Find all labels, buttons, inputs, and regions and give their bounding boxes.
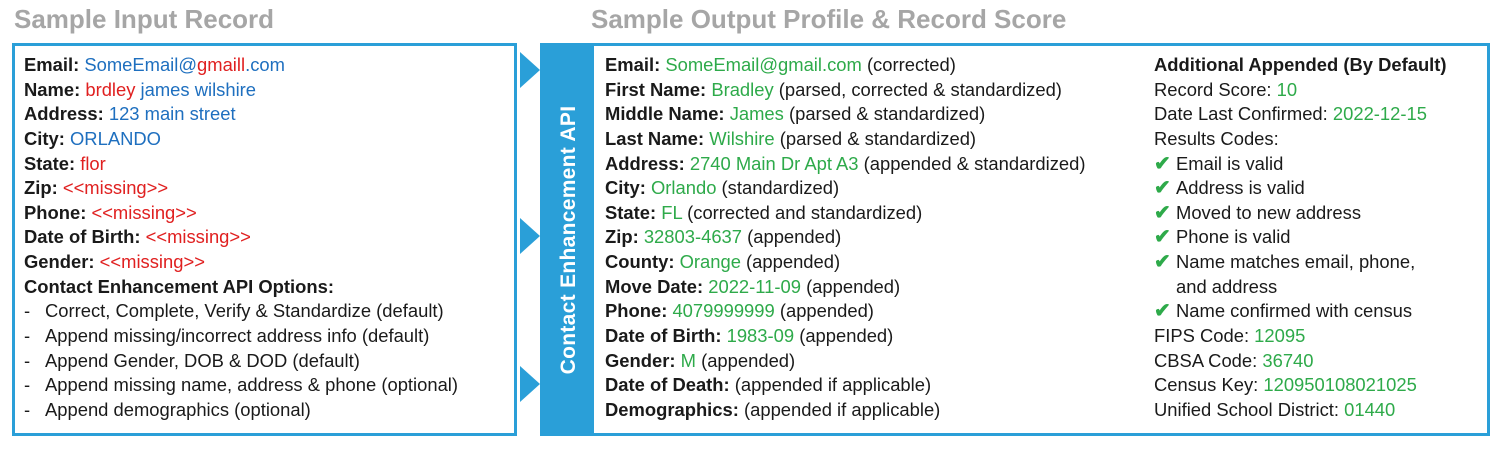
checkmark-icon: ✔ (1154, 152, 1171, 175)
checkmark-icon: ✔ (1154, 201, 1171, 224)
output-label: Move Date: (605, 275, 704, 297)
output-value: 2740 Main Dr Apt A3 (689, 152, 859, 174)
output-value: Orange (679, 251, 741, 273)
output-value: 1983-09 (726, 325, 795, 347)
api-option-label: Append demographics (optional) (45, 398, 311, 420)
input-gender-value: <<missing>> (99, 251, 205, 273)
output-row (605, 275, 1086, 300)
output-label: Gender: (605, 349, 676, 371)
result-code-item (1154, 225, 1447, 250)
results-codes-label: Results Codes: (1154, 127, 1279, 149)
output-row (605, 373, 1086, 398)
input-address-value: 123 main street (108, 103, 236, 125)
output-note: (parsed, corrected & standardized) (773, 78, 1062, 100)
output-note: (appended if applicable) (738, 398, 941, 420)
output-label: Zip: (605, 226, 639, 248)
output-note: (parsed & standardized) (783, 103, 986, 125)
result-code-text: Moved to new address (1176, 201, 1362, 223)
result-code-continuation (1154, 275, 1447, 300)
flow-arrow-middle (520, 218, 540, 254)
output-note: (appended) (742, 226, 842, 248)
api-option-item: - Append missing/incorrect address info (default) (24, 325, 430, 347)
checkmark-icon: ✔ (1154, 300, 1171, 323)
input-zip-label: Zip: (24, 177, 58, 199)
result-code-text: Email is valid (1176, 152, 1284, 174)
output-row (605, 102, 1086, 127)
result-code-item (1154, 201, 1447, 226)
output-label: Last Name: (605, 127, 705, 149)
output-note: (appended) (740, 251, 841, 273)
input-email-value-end: .com (245, 54, 285, 75)
record-score-row (1154, 78, 1447, 103)
api-option-label: Append missing/incorrect address info (default) (45, 325, 430, 347)
output-label: Date of Birth: (605, 325, 722, 347)
output-note: (corrected) (861, 54, 956, 75)
checkmark-icon: ✔ (1154, 251, 1171, 274)
output-note: (appended if applicable) (729, 374, 932, 396)
additional-appended-title: Additional Appended (By Default) (1154, 54, 1447, 75)
output-label: Address: (605, 152, 685, 174)
fips-code-row (1154, 324, 1447, 349)
result-code-text: Name confirmed with census (1176, 300, 1413, 322)
output-label: State: (605, 201, 657, 223)
output-label: City: (605, 177, 646, 199)
output-note: (appended) (774, 300, 874, 322)
output-label: Middle Name: (605, 103, 725, 125)
output-note: (standardized) (716, 177, 840, 199)
input-gender-label: Gender: (24, 251, 95, 273)
date-confirmed-row (1154, 102, 1447, 127)
api-options-title: Contact Enhancement API Options: (24, 275, 334, 297)
output-note: (appended) (800, 275, 901, 297)
additional-appended-fields (1154, 53, 1447, 423)
input-email-value-start: SomeEmail@ (84, 54, 198, 75)
output-note: (corrected and standardized) (682, 201, 923, 223)
date-confirmed-value: 2022-12-15 (1332, 103, 1427, 125)
input-section-heading: Sample Input Record (14, 4, 275, 34)
input-name-label: Name: (24, 78, 81, 100)
output-value: 32803-4637 (643, 226, 743, 248)
flow-arrow-top (520, 52, 540, 88)
output-profile-panel (540, 43, 1490, 436)
input-name-row (24, 78, 458, 103)
input-phone-label: Phone: (24, 201, 87, 223)
output-label: Phone: (605, 300, 668, 322)
input-gender-row (24, 250, 458, 275)
api-name-label: Contact Enhancement API (556, 105, 580, 374)
output-row (605, 250, 1086, 275)
output-row (605, 299, 1086, 324)
api-option-item: - Correct, Complete, Verify & Standardize (default) (24, 300, 444, 322)
api-option-item: - Append missing name, address & phone (optional) (24, 374, 459, 396)
output-value: Wilshire (709, 127, 775, 149)
output-row (605, 324, 1086, 349)
result-code-text: Name matches email, phone, (1176, 251, 1416, 273)
output-label: Email: (605, 54, 661, 75)
result-code-item (1154, 250, 1447, 275)
output-row (605, 201, 1086, 226)
input-dob-row (24, 225, 458, 250)
output-profile-fields (605, 53, 1086, 423)
output-section-heading: Sample Output Profile & Record Score (591, 4, 1067, 34)
date-confirmed-label: Date Last Confirmed: (1154, 103, 1333, 125)
result-code-text: Phone is valid (1176, 226, 1291, 248)
output-note: (parsed & standardized) (774, 127, 977, 149)
output-value: M (680, 349, 696, 371)
school-district-label: Unified School District: (1154, 398, 1345, 420)
checkmark-icon: ✔ (1154, 226, 1171, 249)
output-label: County: (605, 251, 675, 273)
input-name-error-part: brdley (85, 78, 136, 100)
cbsa-code-row (1154, 349, 1447, 374)
input-state-row (24, 152, 458, 177)
output-label: First Name: (605, 78, 707, 100)
output-note: (appended) (794, 325, 894, 347)
input-city-value: ORLANDO (70, 127, 161, 149)
input-city-label: City: (24, 127, 65, 149)
api-option-item: - Append Gender, DOB & DOD (default) (24, 349, 360, 371)
input-dob-label: Date of Birth: (24, 226, 141, 248)
census-key-value: 120950108021025 (1263, 374, 1417, 396)
input-address-row (24, 102, 458, 127)
input-phone-value: <<missing>> (91, 201, 197, 223)
school-district-row (1154, 398, 1447, 423)
fips-code-value: 12095 (1254, 325, 1306, 347)
input-phone-row (24, 201, 458, 226)
cbsa-code-label: CBSA Code: (1154, 349, 1263, 371)
cbsa-code-value: 36740 (1262, 349, 1314, 371)
output-row (605, 225, 1086, 250)
output-note: (appended & standardized) (858, 152, 1086, 174)
output-value: FL (661, 201, 683, 223)
result-code-text: Address is valid (1176, 177, 1305, 199)
api-option-label: Append Gender, DOB & DOD (default) (45, 349, 360, 371)
input-email-row (24, 53, 458, 78)
output-row (605, 152, 1086, 177)
output-row (605, 78, 1086, 103)
input-address-label: Address: (24, 103, 104, 125)
input-record-fields (24, 53, 458, 423)
output-label: Date of Death: (605, 374, 730, 396)
input-state-value: flor (80, 152, 106, 174)
output-row (605, 349, 1086, 374)
output-row (605, 398, 1086, 423)
api-option-label: Correct, Complete, Verify & Standardize (default) (45, 300, 444, 322)
api-option-label: Append missing name, address & phone (optional) (45, 374, 459, 396)
api-name-bar (543, 46, 594, 433)
output-value: 2022-11-09 (708, 275, 801, 297)
output-row (605, 127, 1086, 152)
input-zip-row (24, 176, 458, 201)
output-note: (appended) (695, 349, 796, 371)
input-email-error-part: gmaill (197, 54, 246, 75)
census-key-row (1154, 373, 1447, 398)
output-value: Orlando (651, 177, 717, 199)
census-key-label: Census Key: (1154, 374, 1264, 396)
output-row (605, 176, 1086, 201)
input-zip-value: <<missing>> (62, 177, 169, 199)
checkmark-icon: ✔ (1154, 177, 1171, 200)
input-state-label: State: (24, 152, 76, 174)
result-code-item (1154, 152, 1447, 177)
output-value: SomeEmail@gmail.com (665, 54, 862, 75)
output-row (605, 53, 1086, 78)
input-name-value-rest: james wilshire (135, 78, 257, 100)
fips-code-label: FIPS Code: (1154, 325, 1255, 347)
result-code-item (1154, 299, 1447, 324)
result-code-item (1154, 176, 1447, 201)
input-dob-value: <<missing>> (145, 226, 251, 248)
output-value: James (729, 103, 784, 125)
input-record-panel (12, 43, 517, 436)
input-city-row (24, 127, 458, 152)
result-code-text: and address (1176, 275, 1278, 297)
flow-arrow-bottom (520, 366, 540, 402)
record-score-value: 10 (1276, 78, 1298, 100)
output-value: 4079999999 (672, 300, 775, 322)
record-score-label: Record Score: (1154, 78, 1277, 100)
output-value: Bradley (711, 78, 774, 100)
api-option-item: - Append demographics (optional) (24, 398, 311, 420)
input-email-label: Email: (24, 54, 80, 75)
output-label: Demographics: (605, 398, 739, 420)
school-district-value: 01440 (1344, 398, 1396, 420)
